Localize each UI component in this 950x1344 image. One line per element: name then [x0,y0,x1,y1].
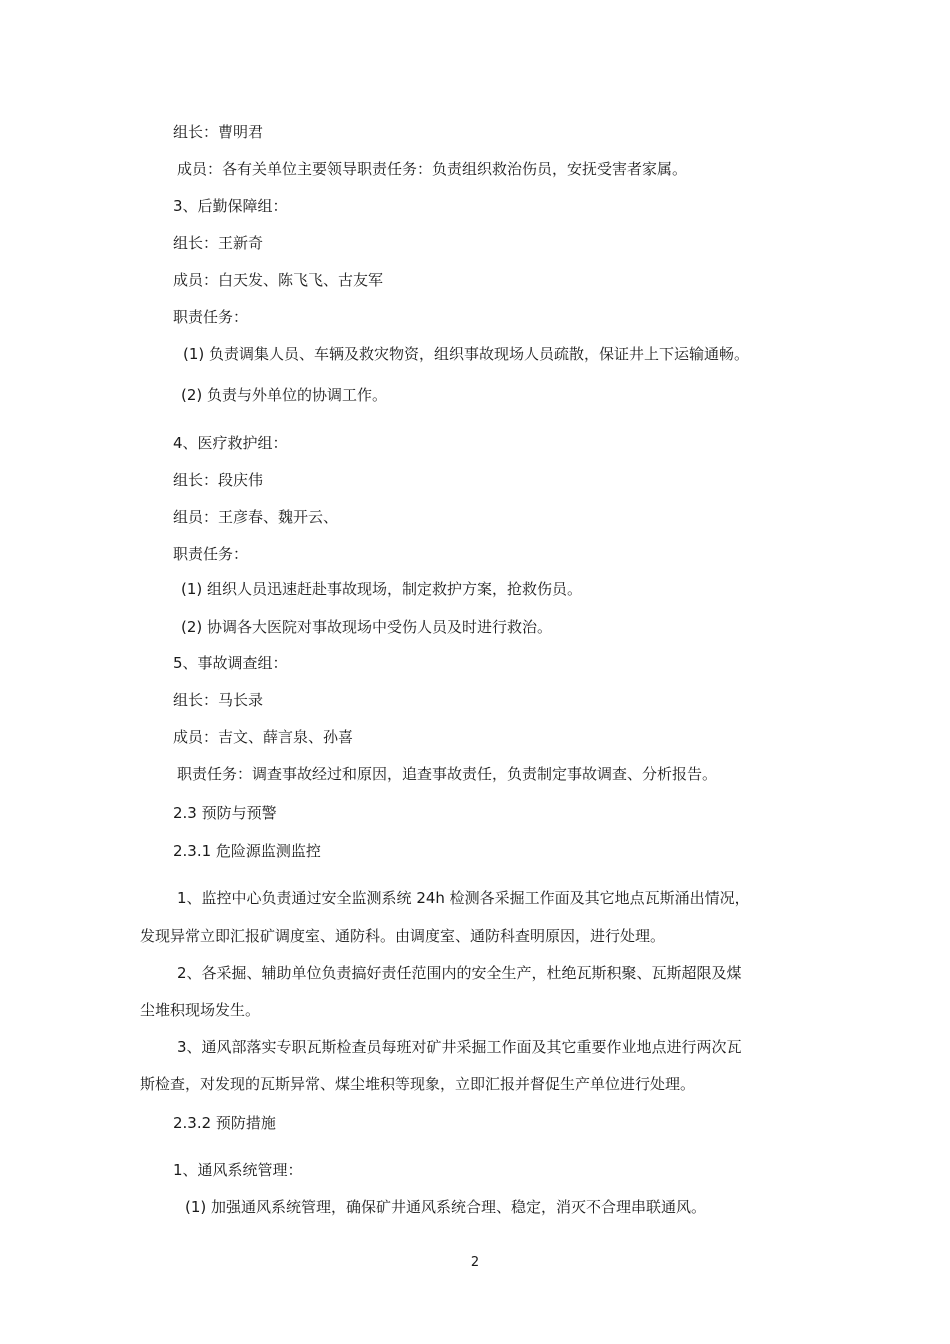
text-line: 5、事故调查组： [173,654,288,672]
text-line: (2) 负责与外单位的协调工作。 [181,386,388,404]
text-line: 3、通风部落实专职瓦斯检查员每班对矿井采掘工作面及其它重要作业地点进行两次瓦 [177,1038,742,1056]
text-line: 成员：吉文、薛言泉、孙喜 [173,728,354,746]
text-line: 4、医疗救护组： [173,434,288,452]
text-line: (1) 加强通风系统管理，确保矿井通风系统合理、稳定，消灭不合理串联通风。 [185,1198,707,1216]
section-heading: 2.3.2 预防措施 [173,1114,276,1132]
text-line: 成员：各有关单位主要领导职责任务：负责组织救治伤员，安抚受害者家属。 [177,160,688,178]
section-heading: 2.3.1 危险源监测监控 [173,842,321,860]
text-line: 1、通风系统管理： [173,1161,303,1179]
section-heading: 2.3 预防与预警 [173,804,277,822]
text-line: 组员：王彦春、魏开云、 [173,508,339,526]
text-line: 组长：王新奇 [173,234,264,252]
page-number: 2 [470,1255,480,1270]
text-line: 斯检查，对发现的瓦斯异常、煤尘堆积等现象，立即汇报并督促生产单位进行处理。 [140,1075,696,1093]
text-line: 组长：段庆伟 [173,471,264,489]
text-line: 职责任务： [173,308,249,326]
text-line: (2) 协调各大医院对事故现场中受伤人员及时进行救治。 [181,618,553,636]
text-line: (1) 负责调集人员、车辆及救灾物资，组织事故现场人员疏散，保证井上下运输通畅。 [183,345,750,363]
text-line: 3、后勤保障组： [173,197,288,215]
text-line: 1、监控中心负责通过安全监测系统 24h 检测各采掘工作面及其它地点瓦斯涌出情况， [177,889,750,907]
text-line: 职责任务： [173,545,249,563]
text-line: 组长：曹明君 [173,123,264,141]
text-line: 2、各采掘、辅助单位负责搞好责任范围内的安全生产，杜绝瓦斯积聚、瓦斯超限及煤 [177,964,742,982]
text-line: (1) 组织人员迅速赶赴事故现场，制定救护方案，抢救伤员。 [181,580,583,598]
text-line: 职责任务：调查事故经过和原因，追查事故责任，负责制定事故调查、分析报告。 [177,765,718,783]
text-line: 成员：白天发、陈飞飞、古友军 [173,271,384,289]
text-line: 发现异常立即汇报矿调度室、通防科。由调度室、通防科查明原因，进行处理。 [140,927,666,945]
text-line: 组长：马长录 [173,691,264,709]
text-line: 尘堆积现场发生。 [140,1001,261,1019]
